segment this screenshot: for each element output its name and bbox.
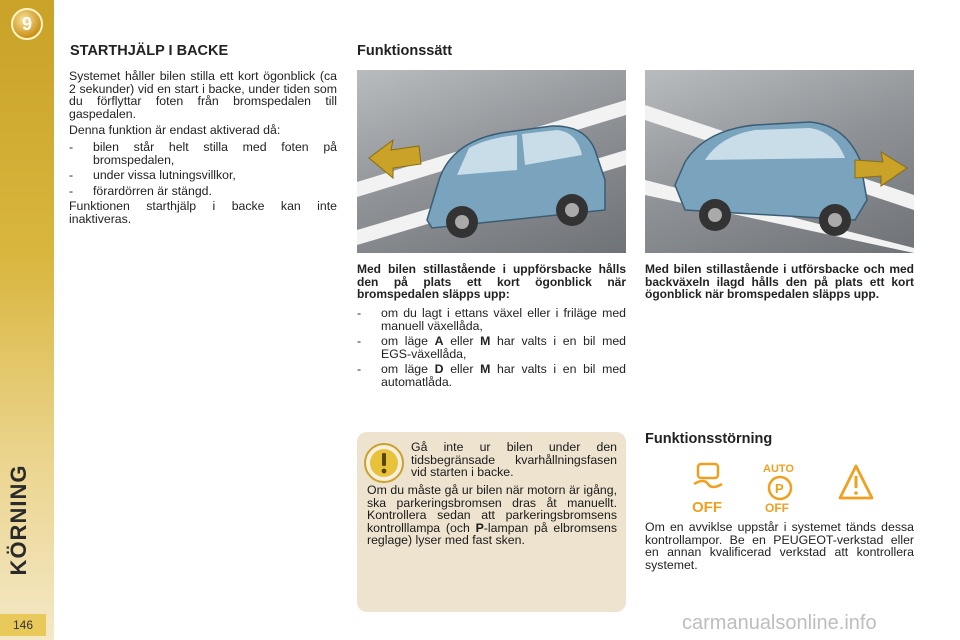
intro-paragraph: Systemet håller bilen stilla ett kort ögonblick (ca 2 sekunder) vid en start i backe, under tiden som du förflyttar foten från bromspedalen till gaspedalen.: [69, 69, 337, 121]
condition-item: - förardörren är stängd.: [69, 183, 212, 198]
car-shape: [427, 126, 605, 238]
uphill-car-photo: [357, 70, 626, 253]
warning-triangle-icon: [840, 466, 872, 498]
svg-text:OFF: OFF: [692, 499, 722, 516]
uphill-item: - om läge A eller M har valts i en bil med EGS-växellåda,: [357, 334, 626, 361]
warning-lamps: [688, 462, 888, 516]
warning-box: [357, 432, 626, 612]
chapter-sidebar: [0, 0, 54, 640]
warning-icon: [363, 442, 405, 489]
left-column-text: [69, 70, 337, 230]
section-title: STARTHJÄLP I BACKE: [70, 43, 229, 59]
note-paragraph: Funktionen starthjälp i backe kan inte inaktiveras.: [69, 199, 337, 226]
downhill-car-illustration: [645, 70, 914, 253]
page-number: 146: [0, 614, 46, 636]
operation-title: Funktionssätt: [357, 43, 453, 59]
uphill-list: [357, 307, 626, 392]
downhill-car-photo: [645, 70, 914, 253]
chapter-number-badge: 9: [11, 8, 43, 40]
parking-brake-auto-off-icon: [763, 463, 794, 515]
condition-item: - under vissa lutningsvillkor,: [69, 168, 236, 183]
warning-lead: Gå inte ur bilen under den tidsbegränsade kvarhållningsfasen vid starten i backe.: [411, 440, 617, 480]
condition-item: - bilen står helt stilla med foten på bromspedalen,: [69, 139, 337, 167]
downhill-caption: Med bilen stillastående i utförsbacke och med backväxeln ilagd hålls den på plats ett kort ögonblick när bromspedalen släpps upp.: [645, 262, 914, 302]
chapter-title-text: KÖRNING: [6, 464, 31, 576]
conditions-intro: Denna funktion är endast aktiverad då:: [69, 123, 281, 138]
svg-text:P: P: [775, 481, 784, 496]
malfunction-text: Om en avviklse uppstår i systemet tänds dessa kontrollampor. Be en PEUGEOT-verkstad eller en annan kvalificerad verkstad att kontrollera systemet.: [645, 520, 914, 572]
hill-assist-off-icon: [692, 464, 722, 516]
uphill-item: - om du lagt i ettans växel eller i friläge med manuell växellåda,: [357, 306, 626, 333]
warning-body: Om du måste gå ur bilen när motorn är igång, ska parkeringsbromsen dras åt manuellt. Kontrollera sedan att parkeringsbromsens kontrolllampa (och P-lampan på elbromsens reglage) lyser med fast sken.: [367, 483, 617, 548]
uphill-caption: Med bilen stillastående i uppförsbacke hålls den på plats ett kort ögonblick när bromspedalen släpps upp:: [357, 262, 626, 302]
svg-text:AUTO: AUTO: [763, 463, 794, 475]
malfunction-title: Funktionsstörning: [645, 431, 773, 447]
svg-text:OFF: OFF: [765, 501, 789, 515]
uphill-car-illustration: [357, 70, 626, 253]
uphill-item: - om läge D eller M har valts i en bil med automatlåda.: [357, 362, 626, 389]
watermark: carmanualsonline.info: [682, 612, 877, 634]
